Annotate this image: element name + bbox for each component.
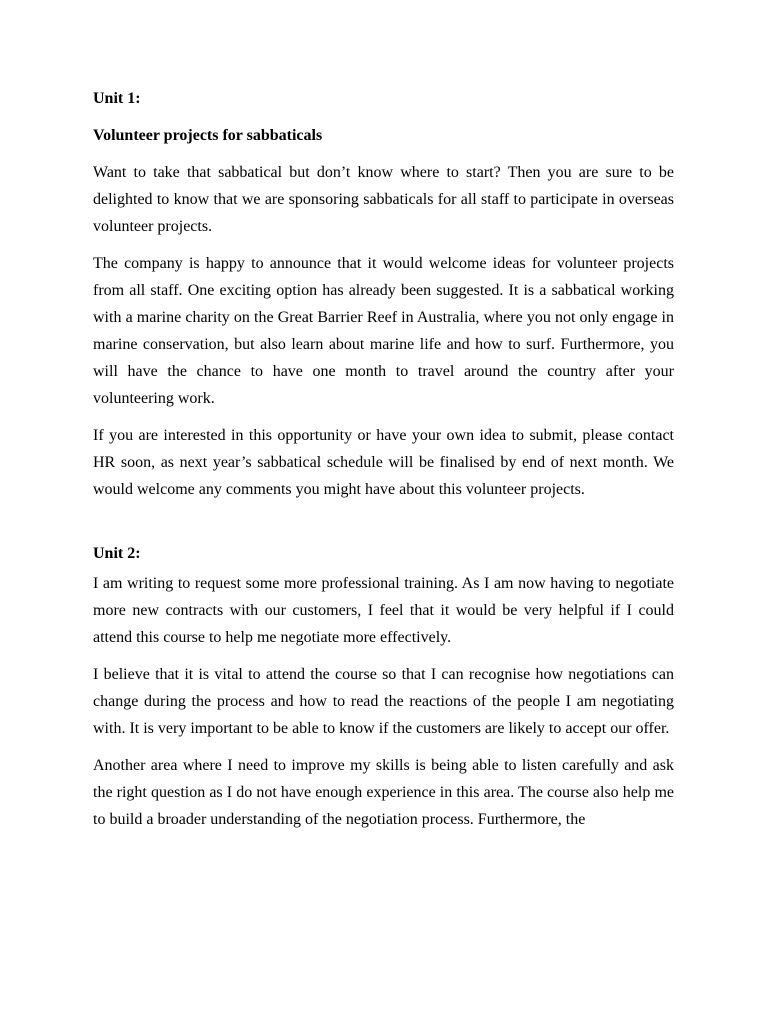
unit-2-paragraph-3: Another area where I need to improve my skills is being able to listen carefully and ask the right question as I do not have enough experience in this area. The course also help me to build a broader understanding of the negotiation process. Furthermore, the (93, 757, 674, 828)
unit-1-paragraph-1: Want to take that sabbatical but don’t know where to start? Then you are sure to be delighted to know that we are sponsoring sabbaticals for all staff to participate in overseas volunteer projects. (93, 164, 674, 235)
unit-1-heading: Unit 1: (93, 90, 141, 107)
unit-2-paragraph-2: I believe that it is vital to attend the course so that I can recognise how negotiations can change during the process and how to read the reactions of the people I am negotiating with. It is very important to be able to know if the customers are likely to accept our offer. (93, 666, 674, 737)
unit-2-heading: Unit 2: (93, 545, 141, 562)
unit-1-title: Volunteer projects for sabbaticals (93, 127, 323, 144)
document-page (93, 85, 674, 843)
unit-2-paragraph-1: I am writing to request some more professional training. As I am now having to negotiate more new contracts with our customers, I feel that it would be very helpful if I could attend this course to help me negotiate more effectively. (93, 575, 674, 646)
unit-1-paragraph-3: If you are interested in this opportunity or have your own idea to submit, please contact HR soon, as next year’s sabbatical schedule will be finalised by end of next month. We would welcome any comments you might have about this volunteer projects. (93, 427, 674, 498)
unit-1-paragraph-2: The company is happy to announce that it would welcome ideas for volunteer projects from all staff. One exciting option has already been suggested. It is a sabbatical working with a marine charity on the Great Barrier Reef in Australia, where you not only engage in marine conservation, but also learn about marine life and how to surf. Furthermore, you will have the chance to have one month to travel around the country after your volunteering work. (93, 255, 674, 407)
